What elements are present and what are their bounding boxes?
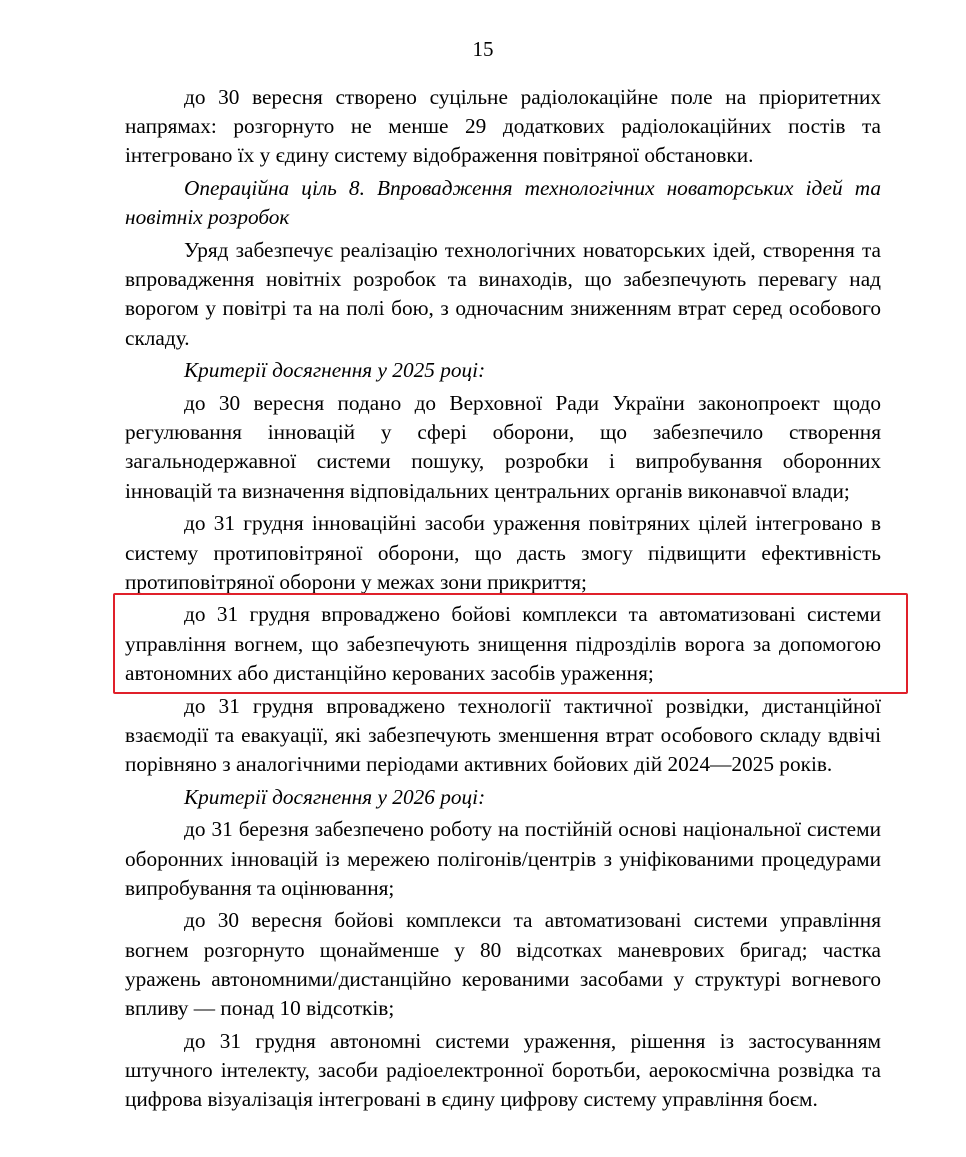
paragraph-combat-systems: до 31 грудня впроваджено бойові комплекси та автоматизовані системи управління вогнем, що забезпечують знищення підрозділів ворога за допомогою автономних або дистанційно керованих засобів ураження;	[125, 602, 881, 685]
document-body	[125, 83, 881, 1114]
paragraph-radar-field: до 30 вересня створено суцільне радіолокаційне поле на пріоритетних напрямах: розгорнуто не менше 29 додаткових радіолокаційних постів та інтегровано їх у єдину систему відображення повітряної обстановки.	[125, 85, 881, 168]
paragraph-maneuver-brigades: до 30 вересня бойові комплекси та автоматизовані системи управління вогнем розгорнуто щонайменше у 80 відсотках маневрових бригад; частка уражень автономними/дистанційно керованими засобами у структурі вогневого впливу — понад 10 відсотків;	[125, 908, 881, 1021]
paragraph-air-defense-integration: до 31 грудня інноваційні засоби ураження повітряних цілей інтегровано в систему протиповітряної оборони, що дасть змогу підвищити ефективність протиповітряної оборони у межах зони прикриття;	[125, 511, 881, 594]
page-number: 15	[472, 37, 494, 61]
criteria-2026-heading: Критерії досягнення у 2026 році:	[184, 784, 486, 809]
paragraph-autonomous-systems: до 31 грудня автономні системи ураження, рішення із застосуванням штучного інтелекту, засоби радіоелектронної боротьби, аерокосмічна розвідка та цифрова візуалізація інтегровані в єдину цифрову систему управління боєм.	[125, 1028, 881, 1112]
paragraph-draft-law: до 30 вересня подано до Верховної Ради України законопроект щодо регулювання інновацій у сфері оборони, що забезпечило створення загальнодержавної системи пошуку, розробки і випробування оборонних інновацій та визначення відповідальних центральних органів виконавчої влади;	[125, 391, 881, 503]
paragraph-tactical-reconnaissance: до 31 грудня впроваджено технології тактичної розвідки, дистанційної взаємодії та евакуації, які забезпечують зменшення втрат особового складу вдвічі порівняно з аналогічними періодами активних бойових дій 2024—2025 років.	[125, 693, 881, 776]
operational-goal-heading: Операційна ціль 8. Впровадження технологічних новаторських ідей та новітніх розробок	[125, 176, 881, 230]
paragraph-innovation-system: до 31 березня забезпечено роботу на постійній основі національної системи оборонних інновацій із мережею полігонів/центрів з уніфікованими процедурами випробування та оцінювання;	[125, 817, 881, 900]
criteria-2025-heading: Критерії досягнення у 2025 році:	[184, 358, 486, 383]
highlighted-paragraph-block	[125, 600, 881, 688]
paragraph-government-ensures: Уряд забезпечує реалізацію технологічних новаторських ідей, створення та впровадження новітніх розробок та винаходів, що забезпечують перевагу над ворогом у повітрі та на полі бою, з одночасним зниженням втрат серед особового складу.	[125, 238, 881, 350]
